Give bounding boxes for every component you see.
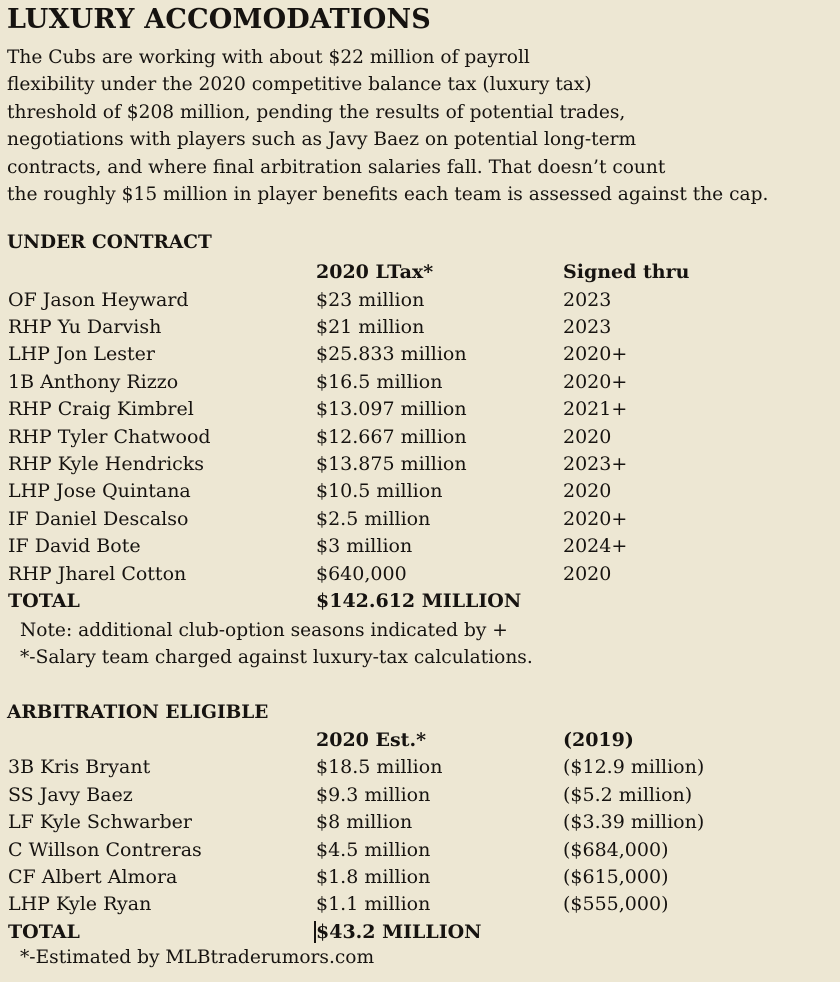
player-name: LHP Kyle Ryan (8, 893, 152, 916)
under-contract-column-headers (0, 259, 840, 286)
table-row (0, 533, 840, 560)
prior-salary: ($5.2 million) (563, 783, 693, 806)
estimate-source-note: *-Estimated by MLBtraderumors.com (20, 947, 375, 968)
arbitration-heading: ARBITRATION ELIGIBLE (7, 702, 269, 723)
player-name: C Willson Contreras (8, 838, 202, 861)
prior-salary: ($555,000) (563, 893, 669, 916)
luxury-tax-note: *-Salary team charged against luxury-tax calculations. (20, 647, 533, 668)
player-name: LF Kyle Schwarber (8, 811, 192, 834)
player-name: 1B Anthony Rizzo (8, 370, 179, 393)
signed-thru: 2020 (563, 425, 612, 448)
player-name: 3B Kris Bryant (8, 756, 151, 779)
player-name: IF David Bote (8, 535, 141, 558)
prior-salary: ($12.9 million) (563, 756, 705, 779)
prior-salary: ($615,000) (563, 866, 669, 888)
estimate: $1.8 million (316, 866, 431, 888)
player-name: CF Albert Almora (8, 866, 178, 888)
signed-thru: 2023 (563, 315, 612, 338)
salary: $16.5 million (316, 370, 443, 393)
table-row (0, 506, 840, 533)
signed-thru: 2020 (563, 562, 612, 585)
estimate: $9.3 million (316, 783, 431, 806)
signed-thru: 2021+ (563, 398, 628, 421)
player-name: IF Daniel Descalso (8, 507, 189, 530)
table-row (0, 341, 840, 368)
salary: $13.875 million (316, 452, 467, 475)
salary: $23 million (316, 288, 425, 311)
col-header-2020-est: 2020 Est.* (316, 729, 427, 751)
salary: $10.5 million (316, 480, 443, 503)
signed-thru: 2024+ (563, 535, 628, 558)
table-row (0, 782, 840, 809)
arbitration-column-headers (0, 727, 840, 754)
player-name: SS Javy Baez (8, 783, 133, 806)
table-row (0, 809, 840, 836)
player-name: OF Jason Heyward (8, 288, 189, 311)
club-option-note: Note: additional club-option seasons indicated by + (20, 620, 508, 641)
total-row (0, 919, 840, 946)
article-title: LUXURY ACCOMODATIONS (7, 4, 431, 35)
intro-line: The Cubs are working with about $22 million of payroll (7, 47, 530, 68)
estimate: $4.5 million (316, 838, 431, 861)
signed-thru: 2020 (563, 480, 612, 503)
salary: $12.667 million (316, 425, 467, 448)
total-value: $43.2 MILLION (316, 920, 482, 943)
intro-paragraph (7, 44, 837, 208)
player-name: RHP Kyle Hendricks (8, 452, 205, 475)
intro-line: negotiations with players such as Javy Baez on potential long-term (7, 129, 637, 151)
salary: $2.5 million (316, 507, 431, 530)
table-row (0, 424, 840, 451)
text-cursor (314, 921, 316, 943)
estimate: $1.1 million (316, 893, 431, 916)
signed-thru: 2020+ (563, 507, 628, 530)
under-contract-heading: UNDER CONTRACT (7, 232, 212, 253)
col-header-signed-thru: Signed thru (563, 261, 690, 283)
signed-thru: 2020+ (563, 343, 628, 366)
table-row (0, 864, 840, 891)
intro-line: the roughly $15 million in player benefits each team is assessed against the cap. (7, 184, 769, 206)
table-row (0, 369, 840, 396)
intro-line: flexibility under the 2020 competitive balance tax (luxury tax) (7, 74, 592, 96)
table-row (0, 287, 840, 314)
table-row (0, 754, 840, 781)
table-row (0, 396, 840, 423)
table-row (0, 314, 840, 341)
signed-thru: 2023+ (563, 452, 628, 475)
player-name: LHP Jon Lester (8, 343, 155, 366)
col-header-ltax: 2020 LTax* (316, 261, 434, 283)
intro-line: contracts, and where final arbitration salaries fall. That doesn’t count (7, 156, 666, 178)
table-row (0, 891, 840, 918)
total-label: TOTAL (8, 590, 80, 612)
table-row (0, 478, 840, 505)
col-header-2019: (2019) (563, 729, 634, 751)
estimate: $8 million (316, 811, 413, 834)
table-row (0, 561, 840, 588)
salary: $21 million (316, 315, 425, 338)
player-name: RHP Yu Darvish (8, 315, 162, 338)
salary: $25.833 million (316, 343, 467, 366)
table-row (0, 837, 840, 864)
player-name: RHP Tyler Chatwood (8, 425, 211, 448)
salary: $13.097 million (316, 398, 467, 421)
total-row (0, 588, 840, 615)
player-name: RHP Craig Kimbrel (8, 398, 194, 421)
total-value: $142.612 MILLION (316, 590, 522, 612)
salary: $3 million (316, 535, 413, 558)
estimate: $18.5 million (316, 756, 443, 779)
prior-salary: ($3.39 million) (563, 811, 705, 834)
table-row (0, 451, 840, 478)
salary: $640,000 (316, 562, 407, 585)
total-label: TOTAL (8, 920, 80, 943)
player-name: LHP Jose Quintana (8, 480, 191, 503)
signed-thru: 2020+ (563, 370, 628, 393)
signed-thru: 2023 (563, 288, 612, 311)
prior-salary: ($684,000) (563, 838, 669, 861)
intro-line: threshold of $208 million, pending the results of potential trades, (7, 101, 626, 123)
player-name: RHP Jharel Cotton (8, 562, 187, 585)
